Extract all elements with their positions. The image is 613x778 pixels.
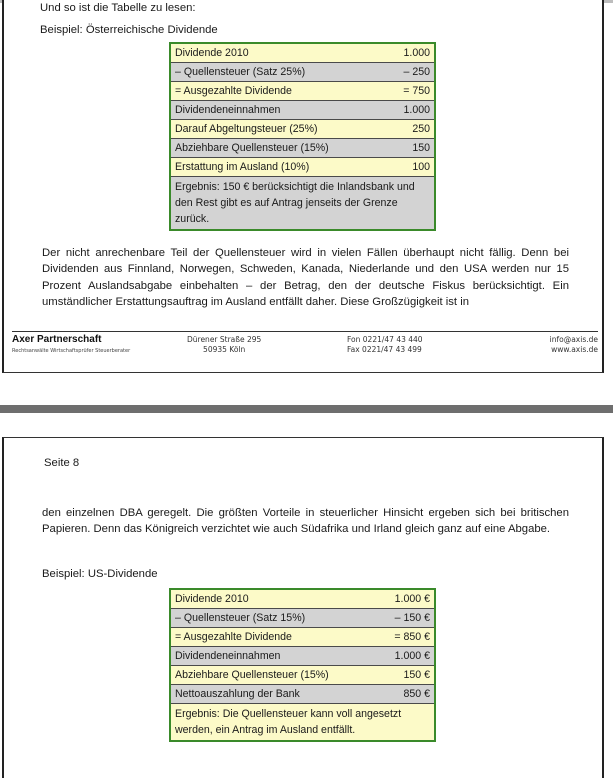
footer-street: Dürener Straße 295: [187, 335, 262, 344]
dividend-table-us: [169, 588, 436, 742]
document-page-8: [2, 437, 604, 778]
document-page-7: [2, 0, 604, 373]
table-row: [170, 82, 435, 101]
row-value: 1.000 €: [378, 589, 435, 609]
example-label: Beispiel: US-Dividende: [42, 568, 158, 580]
footer-city: 50935 Köln: [203, 345, 246, 354]
page-number: Seite 8: [44, 457, 80, 469]
row-value: 250: [387, 120, 435, 139]
row-value: 1.000 €: [378, 647, 435, 666]
row-label: Nettoauszahlung der Bank: [170, 685, 378, 704]
table-row: [170, 43, 435, 63]
firm-name: Axer Partnerschaft: [12, 334, 102, 345]
footer-online: [550, 335, 598, 355]
row-value: = 750: [387, 82, 435, 101]
table-row: [170, 647, 435, 666]
result-text: Ergebnis: 150 € berücksichtigt die Inlandsbank und den Rest gibt es auf Antrag jenseits der Grenze zurück.: [170, 177, 435, 231]
row-value: 100: [387, 158, 435, 177]
row-label: Dividende 2010: [170, 43, 387, 63]
footer-fax: Fax 0221/47 43 499: [347, 345, 422, 354]
row-label: Erstattung im Ausland (10%): [170, 158, 387, 177]
row-label: = Ausgezahlte Dividende: [170, 82, 387, 101]
row-value: 1.000: [387, 43, 435, 63]
table-row: [170, 158, 435, 177]
row-label: Dividendeneinnahmen: [170, 101, 387, 120]
table-row: [170, 589, 435, 609]
footer-phone: Fon 0221/47 43 440: [347, 335, 423, 344]
body-paragraph: den einzelnen DBA geregelt. Die größten Vorteile in steuerlicher Hinsicht ergeben sich bei britischen Papieren. Denn das Königreich verzichtet wie auch Südafrika und Irland gleich ganz auf eine Abgabe.: [42, 507, 569, 536]
result-row: [170, 177, 435, 231]
table-row: [170, 120, 435, 139]
row-value: = 850 €: [378, 628, 435, 647]
table-row: [170, 609, 435, 628]
row-value: 850 €: [378, 685, 435, 704]
row-value: 1.000: [387, 101, 435, 120]
page-footer: [12, 331, 598, 362]
table-row: [170, 685, 435, 704]
row-label: = Ausgezahlte Dividende: [170, 628, 378, 647]
example-label: Beispiel: Österreichische Dividende: [40, 24, 218, 36]
row-label: Abziehbare Quellensteuer (15%): [170, 666, 378, 685]
row-label: Dividendeneinnahmen: [170, 647, 378, 666]
row-value: 150: [387, 139, 435, 158]
table-row: [170, 101, 435, 120]
intro-line: Und so ist die Tabelle zu lesen:: [40, 2, 196, 14]
result-text: Ergebnis: Die Quellensteuer kann voll angesetzt werden, ein Antrag im Ausland entfällt.: [170, 704, 435, 742]
table-row: [170, 139, 435, 158]
row-value: – 250: [387, 63, 435, 82]
row-label: Darauf Abgeltungsteuer (25%): [170, 120, 387, 139]
row-label: Abziehbare Quellensteuer (15%): [170, 139, 387, 158]
row-label: – Quellensteuer (Satz 15%): [170, 609, 378, 628]
firm-subtitle: Rechtsanwälte Wirtschaftsprüfer Steuerberater: [12, 348, 131, 354]
footer-web[interactable]: www.axis.de: [551, 345, 598, 354]
table-row: [170, 63, 435, 82]
row-value: – 150 €: [378, 609, 435, 628]
footer-address: [187, 335, 261, 355]
row-value: 150 €: [378, 666, 435, 685]
footer-contact: [347, 335, 423, 355]
table-row: [170, 666, 435, 685]
row-label: – Quellensteuer (Satz 25%): [170, 63, 387, 82]
table-row: [170, 628, 435, 647]
row-label: Dividende 2010: [170, 589, 378, 609]
body-paragraph: Der nicht anrechenbare Teil der Quellensteuer wird in vielen Fällen überhaupt nicht fällig. Denn bei Dividenden aus Finnland, Norwegen, Schweden, Kanada, Niederlande und den USA werden nur 15 Prozent Auslandsabgabe einbehalten – der Betrag, den der deutsche Fiskus berücksichtigt. Ein umständlicher Erstattungsauftrag im Ausland entfällt daher. Diese Großzügigkeit ist in: [42, 247, 569, 308]
footer-email[interactable]: info@axis.de: [549, 335, 598, 344]
page-separator: [0, 405, 613, 413]
dividend-table-austria: [169, 42, 436, 231]
result-row: [170, 704, 435, 742]
